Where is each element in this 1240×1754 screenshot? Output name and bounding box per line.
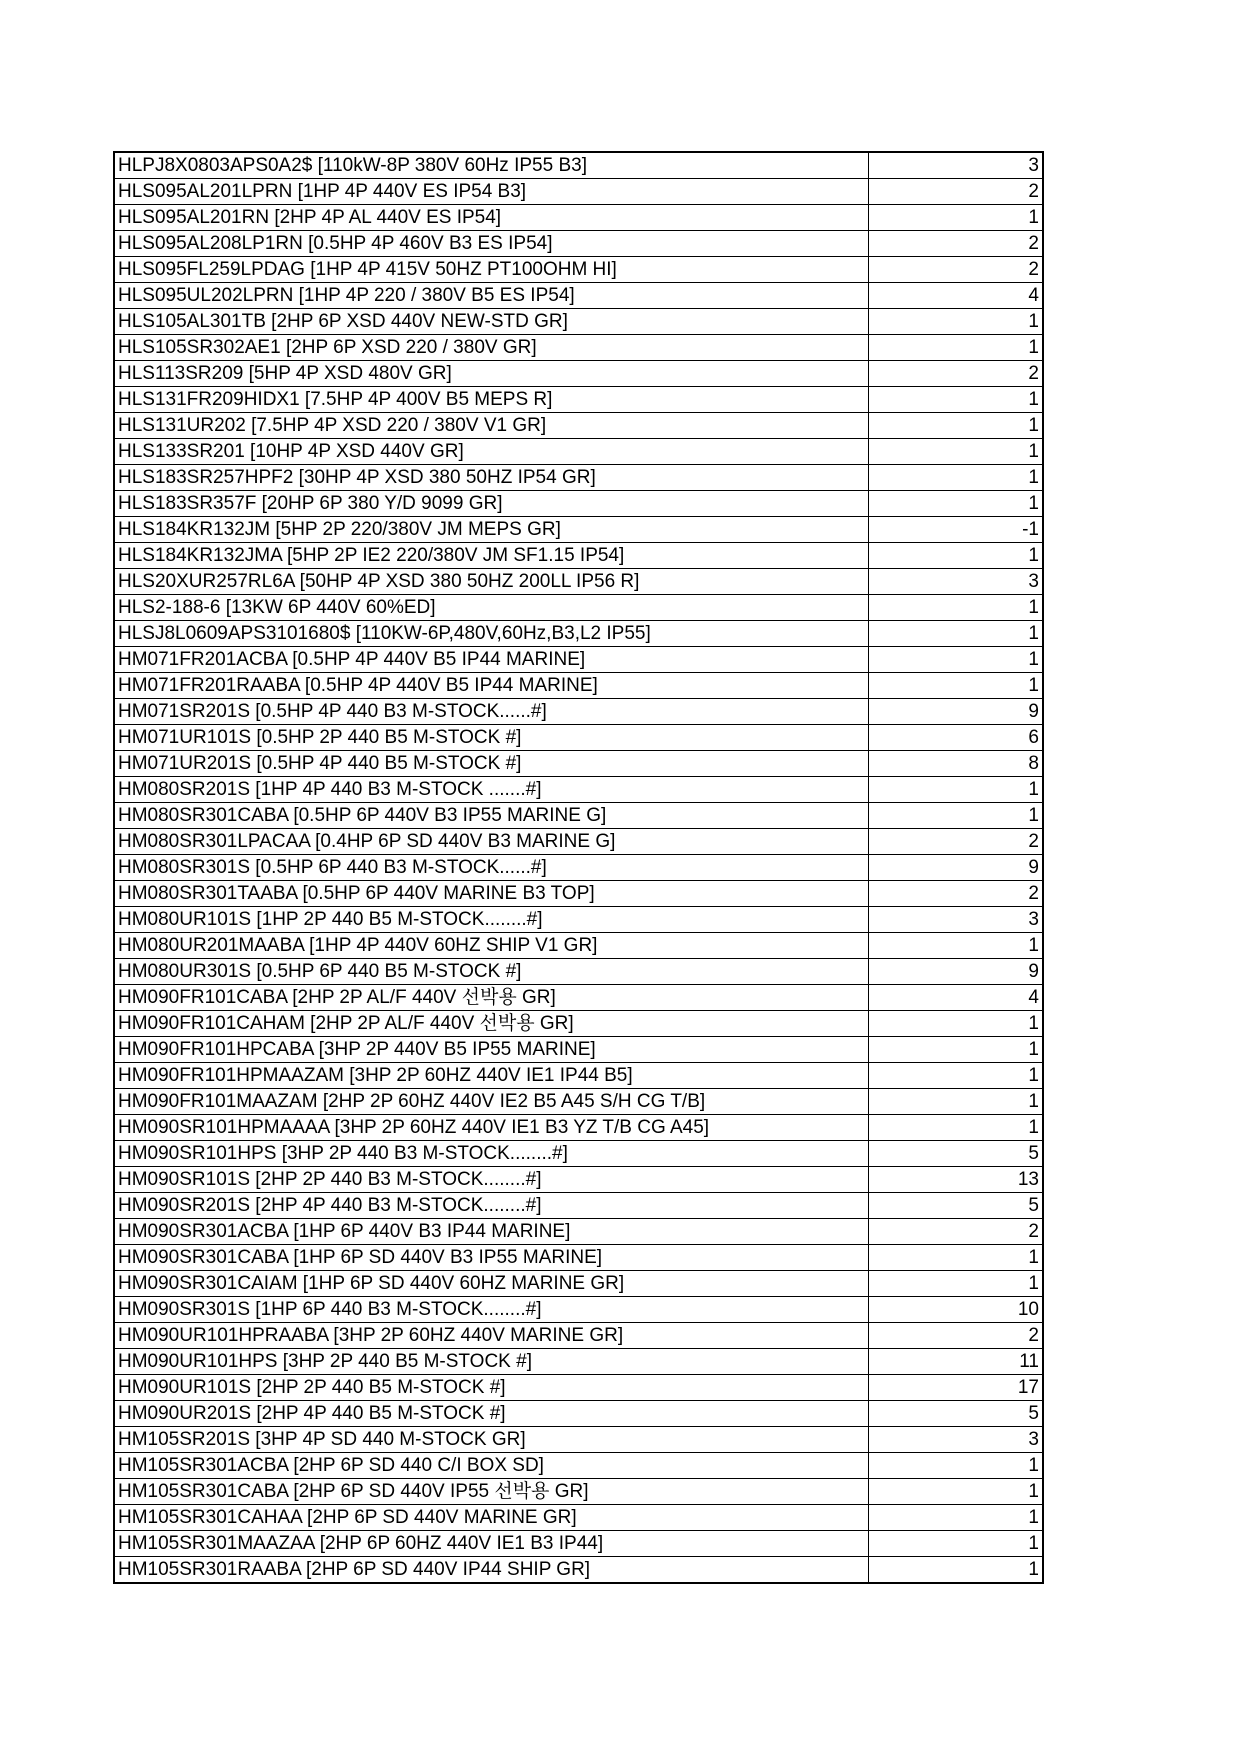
item-quantity: 4 (868, 283, 1043, 309)
item-description: HLS095AL208LP1RN [0.5HP 4P 460V B3 ES IP54] (114, 231, 868, 257)
table-row (114, 1271, 1043, 1297)
table-row (114, 751, 1043, 777)
table-row (114, 1141, 1043, 1167)
item-quantity: 2 (868, 829, 1043, 855)
item-quantity: 1 (868, 803, 1043, 829)
item-quantity: 1 (868, 1063, 1043, 1089)
item-quantity: 1 (868, 465, 1043, 491)
item-description: HM090FR101CABA [2HP 2P AL/F 440V 선박용 GR] (114, 985, 868, 1011)
item-description: HLS095AL201LPRN [1HP 4P 440V ES IP54 B3] (114, 179, 868, 205)
item-description: HM090SR101HPMAAAA [3HP 2P 60HZ 440V IE1 B3 YZ T/B CG A45] (114, 1115, 868, 1141)
item-quantity: 1 (868, 777, 1043, 803)
table-row (114, 1089, 1043, 1115)
table-row (114, 231, 1043, 257)
item-description: HM080UR101S [1HP 2P 440 B5 M-STOCK........#] (114, 907, 868, 933)
item-description: HM105SR301CAHAA [2HP 6P SD 440V MARINE GR] (114, 1505, 868, 1531)
table-row (114, 803, 1043, 829)
item-description: HLS183SR357F [20HP 6P 380 Y/D 9099 GR] (114, 491, 868, 517)
table-row (114, 387, 1043, 413)
table-row (114, 1037, 1043, 1063)
item-quantity: 1 (868, 335, 1043, 361)
item-quantity: 1 (868, 1011, 1043, 1037)
item-description: HM090FR101HPMAAZAM [3HP 2P 60HZ 440V IE1 IP44 B5] (114, 1063, 868, 1089)
item-description: HLS095AL201RN [2HP 4P AL 440V ES IP54] (114, 205, 868, 231)
item-description: HLSJ8L0609APS3101680$ [110KW-6P,480V,60Hz,B3,L2 IP55] (114, 621, 868, 647)
item-description: HM090SR201S [2HP 4P 440 B3 M-STOCK........#] (114, 1193, 868, 1219)
table-row (114, 1115, 1043, 1141)
table-row (114, 1505, 1043, 1531)
item-description: HLS095UL202LPRN [1HP 4P 220 / 380V B5 ES IP54] (114, 283, 868, 309)
item-description: HLS2-188-6 [13KW 6P 440V 60%ED] (114, 595, 868, 621)
item-quantity: -1 (868, 517, 1043, 543)
item-quantity: 1 (868, 595, 1043, 621)
item-quantity: 1 (868, 413, 1043, 439)
item-description: HM090UR101HPS [3HP 2P 440 B5 M-STOCK #] (114, 1349, 868, 1375)
table-row (114, 1453, 1043, 1479)
item-description: HM105SR301RAABA [2HP 6P SD 440V IP44 SHIP GR] (114, 1557, 868, 1584)
table-row (114, 1531, 1043, 1557)
table-row (114, 595, 1043, 621)
table-row (114, 907, 1043, 933)
item-description: HLS133SR201 [10HP 4P XSD 440V GR] (114, 439, 868, 465)
table-row (114, 335, 1043, 361)
item-quantity: 1 (868, 1089, 1043, 1115)
item-quantity: 2 (868, 881, 1043, 907)
table-row (114, 1323, 1043, 1349)
table-row (114, 517, 1043, 543)
item-quantity: 4 (868, 985, 1043, 1011)
table-row (114, 1011, 1043, 1037)
item-quantity: 1 (868, 1531, 1043, 1557)
table-row (114, 283, 1043, 309)
table-row (114, 543, 1043, 569)
item-quantity: 1 (868, 647, 1043, 673)
table-row (114, 881, 1043, 907)
table-row (114, 257, 1043, 283)
table-row (114, 1479, 1043, 1505)
item-description: HM105SR301MAAZAA [2HP 6P 60HZ 440V IE1 B3 IP44] (114, 1531, 868, 1557)
table-row (114, 933, 1043, 959)
table-row (114, 985, 1043, 1011)
item-quantity: 9 (868, 959, 1043, 985)
item-quantity: 10 (868, 1297, 1043, 1323)
table-row (114, 309, 1043, 335)
item-description: HM090UR101S [2HP 2P 440 B5 M-STOCK #] (114, 1375, 868, 1401)
item-quantity: 1 (868, 1037, 1043, 1063)
table-row (114, 1401, 1043, 1427)
table-row (114, 777, 1043, 803)
item-quantity: 1 (868, 1115, 1043, 1141)
inventory-table-body (114, 152, 1043, 1583)
item-quantity: 5 (868, 1193, 1043, 1219)
item-description: HM090SR301CABA [1HP 6P SD 440V B3 IP55 MARINE] (114, 1245, 868, 1271)
item-quantity: 1 (868, 1271, 1043, 1297)
item-description: HM090SR301S [1HP 6P 440 B3 M-STOCK........#] (114, 1297, 868, 1323)
table-row (114, 1427, 1043, 1453)
item-description: HM071SR201S [0.5HP 4P 440 B3 M-STOCK......#] (114, 699, 868, 725)
item-description: HLS20XUR257RL6A [50HP 4P XSD 380 50HZ 200LL IP56 R] (114, 569, 868, 595)
item-quantity: 2 (868, 179, 1043, 205)
item-description: HM080SR301TAABA [0.5HP 6P 440V MARINE B3 TOP] (114, 881, 868, 907)
item-description: HLS105SR302AE1 [2HP 6P XSD 220 / 380V GR] (114, 335, 868, 361)
item-description: HM090SR101HPS [3HP 2P 440 B3 M-STOCK........#] (114, 1141, 868, 1167)
item-quantity: 9 (868, 855, 1043, 881)
item-quantity: 6 (868, 725, 1043, 751)
item-description: HM105SR301ACBA [2HP 6P SD 440 C/I BOX SD] (114, 1453, 868, 1479)
table-row (114, 647, 1043, 673)
item-description: HLS183SR257HPF2 [30HP 4P XSD 380 50HZ IP54 GR] (114, 465, 868, 491)
item-description: HM071FR201ACBA [0.5HP 4P 440V B5 IP44 MARINE] (114, 647, 868, 673)
item-description: HM090FR101CAHAM [2HP 2P AL/F 440V 선박용 GR] (114, 1011, 868, 1037)
item-description: HLS113SR209 [5HP 4P XSD 480V GR] (114, 361, 868, 387)
table-row (114, 179, 1043, 205)
table-row (114, 673, 1043, 699)
item-quantity: 3 (868, 152, 1043, 179)
table-row (114, 465, 1043, 491)
item-description: HLS131FR209HIDX1 [7.5HP 4P 400V B5 MEPS R] (114, 387, 868, 413)
item-description: HM090SR301CAIAM [1HP 6P SD 440V 60HZ MARINE GR] (114, 1271, 868, 1297)
item-quantity: 1 (868, 1453, 1043, 1479)
inventory-table (113, 151, 1044, 1584)
table-row (114, 959, 1043, 985)
table-row (114, 829, 1043, 855)
item-description: HLS095FL259LPDAG [1HP 4P 415V 50HZ PT100OHM HI] (114, 257, 868, 283)
table-row (114, 1167, 1043, 1193)
table-row (114, 491, 1043, 517)
item-description: HLS131UR202 [7.5HP 4P XSD 220 / 380V V1 GR] (114, 413, 868, 439)
item-description: HM080SR301S [0.5HP 6P 440 B3 M-STOCK......#] (114, 855, 868, 881)
item-quantity: 1 (868, 439, 1043, 465)
item-description: HM080UR201MAABA [1HP 4P 440V 60HZ SHIP V1 GR] (114, 933, 868, 959)
item-description: HM080SR301LPACAA [0.4HP 6P SD 440V B3 MARINE G] (114, 829, 868, 855)
item-quantity: 1 (868, 543, 1043, 569)
item-quantity: 9 (868, 699, 1043, 725)
table-row (114, 361, 1043, 387)
item-description: HM105SR201S [3HP 4P SD 440 M-STOCK GR] (114, 1427, 868, 1453)
item-description: HM090SR301ACBA [1HP 6P 440V B3 IP44 MARINE] (114, 1219, 868, 1245)
table-row (114, 1297, 1043, 1323)
item-description: HLS184KR132JMA [5HP 2P IE2 220/380V JM SF1.15 IP54] (114, 543, 868, 569)
item-description: HM090SR101S [2HP 2P 440 B3 M-STOCK........#] (114, 1167, 868, 1193)
item-quantity: 17 (868, 1375, 1043, 1401)
table-row (114, 725, 1043, 751)
table-row (114, 1193, 1043, 1219)
item-quantity: 1 (868, 1479, 1043, 1505)
table-row (114, 1349, 1043, 1375)
item-quantity: 1 (868, 1245, 1043, 1271)
item-description: HLS105AL301TB [2HP 6P XSD 440V NEW-STD GR] (114, 309, 868, 335)
item-quantity: 3 (868, 1427, 1043, 1453)
item-description: HM090UR101HPRAABA [3HP 2P 60HZ 440V MARINE GR] (114, 1323, 868, 1349)
item-description: HLPJ8X0803APS0A2$ [110kW-8P 380V 60Hz IP55 B3] (114, 152, 868, 179)
item-quantity: 8 (868, 751, 1043, 777)
table-row (114, 152, 1043, 179)
item-quantity: 13 (868, 1167, 1043, 1193)
item-quantity: 1 (868, 309, 1043, 335)
item-quantity: 1 (868, 491, 1043, 517)
item-quantity: 5 (868, 1141, 1043, 1167)
table-row (114, 1063, 1043, 1089)
item-quantity: 3 (868, 569, 1043, 595)
item-description: HM071UR101S [0.5HP 2P 440 B5 M-STOCK #] (114, 725, 868, 751)
item-quantity: 1 (868, 621, 1043, 647)
item-quantity: 1 (868, 1505, 1043, 1531)
table-row (114, 205, 1043, 231)
table-row (114, 1375, 1043, 1401)
item-description: HM071FR201RAABA [0.5HP 4P 440V B5 IP44 MARINE] (114, 673, 868, 699)
item-description: HLS184KR132JM [5HP 2P 220/380V JM MEPS GR] (114, 517, 868, 543)
item-quantity: 2 (868, 257, 1043, 283)
item-quantity: 1 (868, 1557, 1043, 1584)
table-row (114, 621, 1043, 647)
table-row (114, 699, 1043, 725)
table-row (114, 855, 1043, 881)
item-quantity: 5 (868, 1401, 1043, 1427)
table-row (114, 439, 1043, 465)
item-quantity: 1 (868, 205, 1043, 231)
item-description: HM090UR201S [2HP 4P 440 B5 M-STOCK #] (114, 1401, 868, 1427)
item-description: HM080SR201S [1HP 4P 440 B3 M-STOCK .......#] (114, 777, 868, 803)
item-quantity: 1 (868, 673, 1043, 699)
item-description: HM071UR201S [0.5HP 4P 440 B5 M-STOCK #] (114, 751, 868, 777)
item-quantity: 1 (868, 387, 1043, 413)
table-row (114, 569, 1043, 595)
table-row (114, 413, 1043, 439)
item-quantity: 3 (868, 907, 1043, 933)
item-description: HM105SR301CABA [2HP 6P SD 440V IP55 선박용 GR] (114, 1479, 868, 1505)
item-quantity: 2 (868, 1219, 1043, 1245)
table-row (114, 1557, 1043, 1584)
item-description: HM090FR101HPCABA [3HP 2P 440V B5 IP55 MARINE] (114, 1037, 868, 1063)
item-quantity: 1 (868, 933, 1043, 959)
item-description: HM080UR301S [0.5HP 6P 440 B5 M-STOCK #] (114, 959, 868, 985)
item-quantity: 11 (868, 1349, 1043, 1375)
item-quantity: 2 (868, 1323, 1043, 1349)
table-row (114, 1219, 1043, 1245)
item-description: HM090FR101MAAZAM [2HP 2P 60HZ 440V IE2 B5 A45 S/H CG T/B] (114, 1089, 868, 1115)
table-row (114, 1245, 1043, 1271)
item-quantity: 2 (868, 361, 1043, 387)
item-quantity: 2 (868, 231, 1043, 257)
item-description: HM080SR301CABA [0.5HP 6P 440V B3 IP55 MARINE G] (114, 803, 868, 829)
